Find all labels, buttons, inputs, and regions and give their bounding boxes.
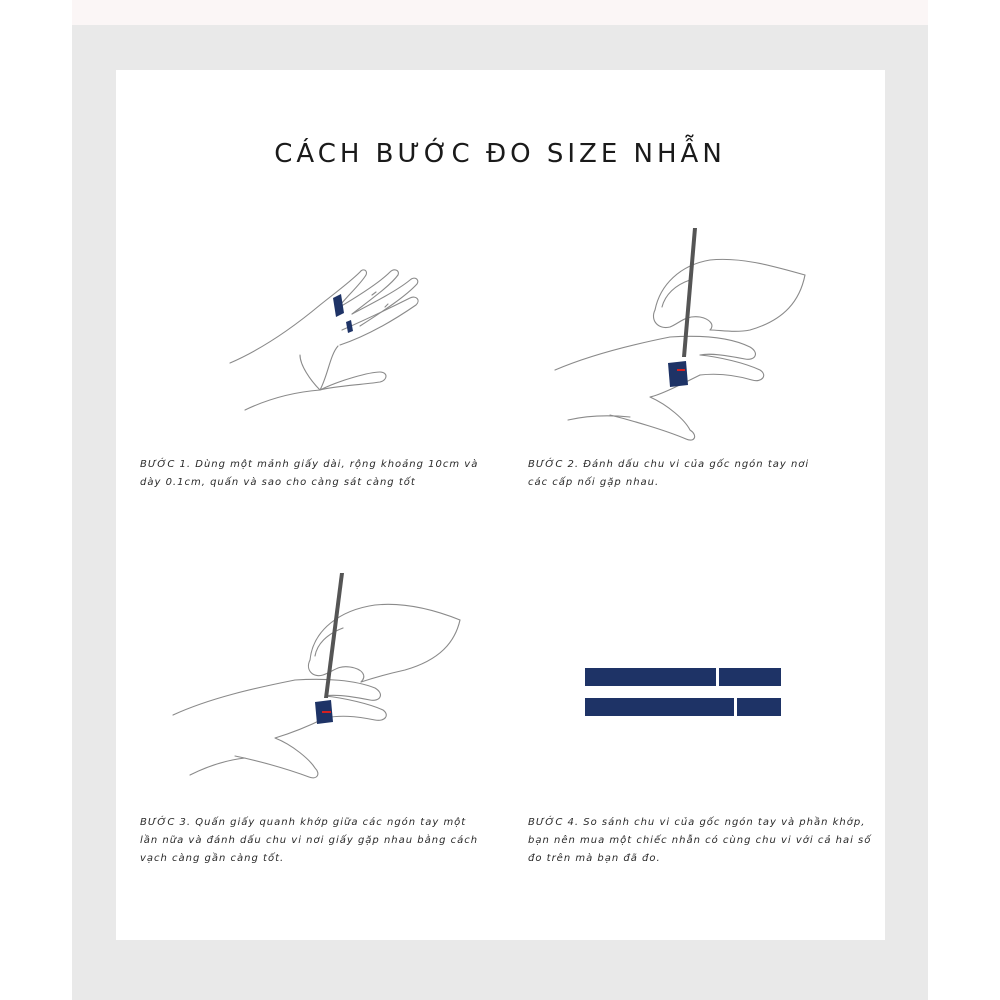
paper-strip-base [585,668,781,686]
step-4-line-2: bạn nên mua một chiếc nhẫn có cùng chu vi với cả hai số [528,835,872,846]
step-4-illustration [585,668,781,718]
step-2-line-1: BƯỚC 2. Đánh dấu chu vi của gốc ngón tay nơi [528,459,810,470]
step-1-line-1: BƯỚC 1. Dùng một mảnh giấy dài, rộng khoảng 10cm và [140,459,479,470]
step-1-text [140,456,478,492]
top-strip [72,0,928,25]
step-3-line-2: lần nữa và đánh dấu chu vi nơi giấy gặp nhau bằng cách [140,835,479,846]
strip-mark [734,698,737,716]
step-3-illustration [165,570,465,790]
step-2-line-2: các cấp nối gặp nhau. [528,477,660,488]
content-card [116,70,885,940]
paper-strip-mark [668,361,688,387]
page-title: CÁCH BƯỚC ĐO SIZE NHẪN [274,139,726,170]
step-4-line-3: đo trên mà bạn đã đo. [528,853,661,864]
paper-strip-knuckle [585,698,781,716]
step-3-line-3: vạch càng gần càng tốt. [140,853,285,864]
step-2-illustration [550,225,820,445]
step-3-text [140,814,478,868]
step-1-line-2: dày 0.1cm, quấn và sao cho càng sát càng tốt [140,477,416,488]
step-3-line-1: BƯỚC 3. Quấn giấy quanh khớp giữa các ngón tay một [140,817,467,828]
strip-mark [716,668,719,686]
paper-strip-mark [333,294,344,317]
step-4-text [528,814,871,868]
step-2-text [528,456,809,492]
step-1-illustration [220,260,440,420]
pen [682,228,697,357]
step-4-line-1: BƯỚC 4. So sánh chu vi của gốc ngón tay và phần khớp, [528,817,866,828]
paper-strip-mark [346,320,353,333]
